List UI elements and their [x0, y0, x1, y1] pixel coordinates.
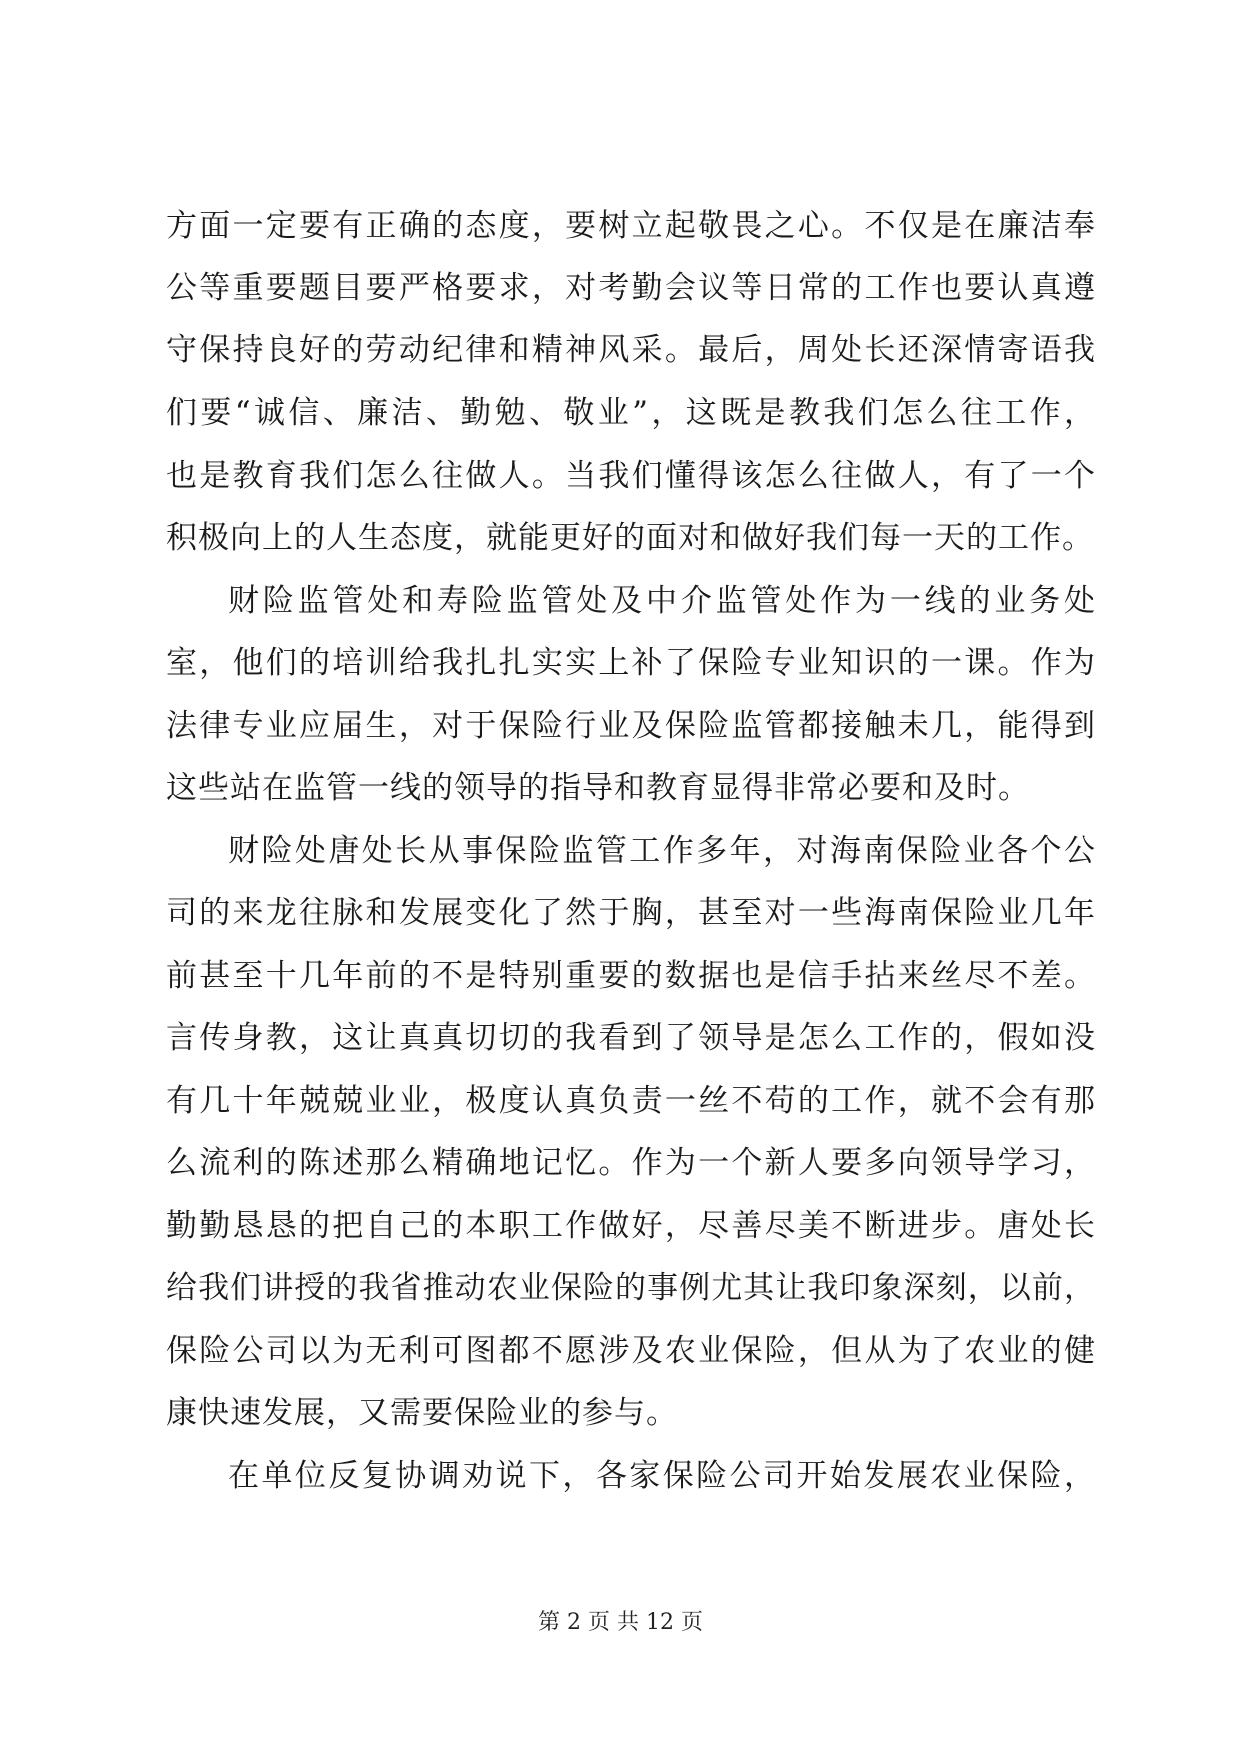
- text-line: 给我们讲授的我省推动农业保险的事例尤其让我印象深刻，以前，: [166, 1270, 1096, 1306]
- paragraph-first-line: 财险处唐处长从事保险监管工作多年，对海南保险业各个公: [228, 833, 1096, 869]
- text-line: 方面一定要有正确的态度，要树立起敬畏之心。不仅是在廉洁奉: [166, 208, 1096, 244]
- text-line: 守保持良好的劳动纪律和精神风采。最后，周处长还深情寄语我: [166, 332, 1096, 368]
- text-line: 前甚至十几年前的不是特别重要的数据也是信手拈来丝尽不差。: [166, 958, 1096, 994]
- text-line: 这些站在监管一线的领导的指导和教育显得非常必要和及时。: [166, 770, 1030, 806]
- text-line: 么流利的陈述那么精确地记忆。作为一个新人要多向领导学习，: [166, 1145, 1096, 1181]
- text-line: 司的来龙往脉和发展变化了然于胸，甚至对一些海南保险业几年: [166, 895, 1096, 931]
- text-line: 康快速发展，又需要保险业的参与。: [166, 1395, 678, 1431]
- page-footer: 第 2 页 共 12 页: [538, 1610, 703, 1635]
- text-line: 法律专业应届生，对于保险行业及保险监管都接触未几，能得到: [166, 708, 1096, 744]
- paragraph-first-line: 在单位反复协调劝说下，各家保险公司开始发展农业保险，: [228, 1458, 1096, 1494]
- text-line: 积极向上的人生态度，就能更好的面对和做好我们每一天的工作。: [166, 520, 1094, 556]
- text-line: 也是教育我们怎么往做人。当我们懂得该怎么往做人，有了一个: [166, 458, 1096, 494]
- text-line: 们要“诚信、廉洁、勤勉、敬业”，这既是教我们怎么往工作，: [166, 395, 1096, 431]
- paragraph-first-line: 财险监管处和寿险监管处及中介监管处作为一线的业务处: [228, 583, 1096, 619]
- text-line: 有几十年兢兢业业，极度认真负责一丝不苟的工作，就不会有那: [166, 1083, 1096, 1119]
- text-line: 室，他们的培训给我扎扎实实上补了保险专业知识的一课。作为: [166, 645, 1096, 681]
- text-line: 公等重要题目要严格要求，对考勤会议等日常的工作也要认真遵: [166, 270, 1096, 306]
- text-line: 言传身教，这让真真切切的我看到了领导是怎么工作的，假如没: [166, 1020, 1096, 1056]
- text-line: 保险公司以为无利可图都不愿涉及农业保险，但从为了农业的健: [166, 1333, 1096, 1369]
- text-line: 勤勤恳恳的把自己的本职工作做好，尽善尽美不断进步。唐处长: [166, 1208, 1096, 1244]
